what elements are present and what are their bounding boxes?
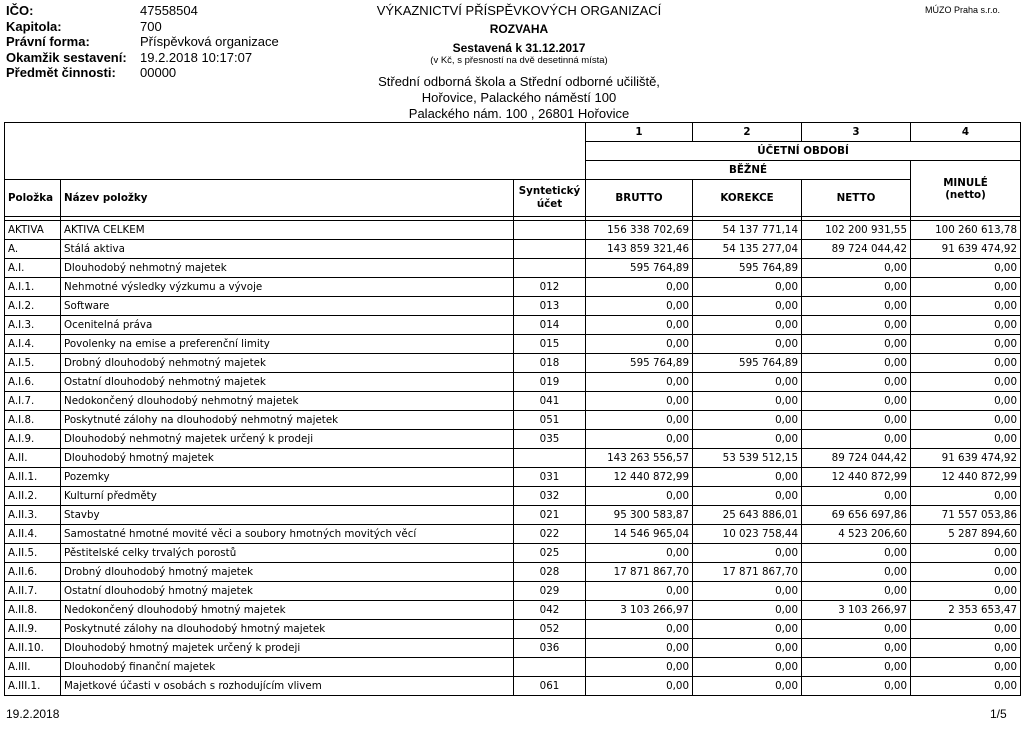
cell-netto: 4 523 206,60 [802, 525, 911, 544]
cell-name: Ostatní dlouhodobý nehmotný majetek [61, 373, 514, 392]
current-label: BĚŽNÉ [586, 161, 911, 180]
table-row [5, 430, 1021, 449]
cell-account [514, 658, 586, 677]
cell-brutto: 0,00 [586, 620, 693, 639]
col-number-row [5, 123, 1021, 142]
cell-name: Dlouhodobý hmotný majetek určený k prodeji [61, 639, 514, 658]
cell-account: 025 [514, 544, 586, 563]
cell-name: Nedokončený dlouhodobý hmotný majetek [61, 601, 514, 620]
table-row [5, 658, 1021, 677]
cell-name: Stálá aktiva [61, 240, 514, 259]
cell-korekce: 53 539 512,15 [693, 449, 802, 468]
table-row [5, 411, 1021, 430]
cell-netto: 12 440 872,99 [802, 468, 911, 487]
cell-name: Majetkové účasti v osobách s rozhodujícím vlivem [61, 677, 514, 696]
cell-item: A.II.10. [5, 639, 61, 658]
cell-account [514, 221, 586, 240]
cell-item: A.I.3. [5, 316, 61, 335]
cell-netto: 0,00 [802, 335, 911, 354]
cell-name: Dlouhodobý hmotný majetek [61, 449, 514, 468]
cell-name: Kulturní předměty [61, 487, 514, 506]
cell-netto: 89 724 044,42 [802, 240, 911, 259]
cell-previous: 91 639 474,92 [911, 240, 1021, 259]
cell-korekce: 0,00 [693, 392, 802, 411]
cell-previous: 0,00 [911, 639, 1021, 658]
col-header-netto: NETTO [802, 180, 911, 217]
cell-name: Stavby [61, 506, 514, 525]
cell-korekce: 0,00 [693, 335, 802, 354]
cell-brutto: 0,00 [586, 487, 693, 506]
cell-netto: 0,00 [802, 297, 911, 316]
cell-brutto: 156 338 702,69 [586, 221, 693, 240]
cell-netto: 0,00 [802, 278, 911, 297]
cell-brutto: 0,00 [586, 411, 693, 430]
cell-item: A.II.3. [5, 506, 61, 525]
table-row [5, 620, 1021, 639]
meta-value: Příspěvková organizace [140, 34, 279, 49]
col-number-1: 1 [586, 123, 693, 142]
table-row [5, 487, 1021, 506]
cell-account: 013 [514, 297, 586, 316]
cell-korekce: 10 023 758,44 [693, 525, 802, 544]
report-subtitle: ROZVAHA [489, 22, 549, 36]
cell-name: Nehmotné výsledky výzkumu a vývoje [61, 278, 514, 297]
cell-korekce: 0,00 [693, 297, 802, 316]
meta-label: Právní forma: [6, 34, 90, 49]
cell-korekce: 0,00 [693, 639, 802, 658]
cell-account: 029 [514, 582, 586, 601]
cell-name: Software [61, 297, 514, 316]
cell-korekce: 0,00 [693, 487, 802, 506]
table-row [5, 544, 1021, 563]
cell-previous: 91 639 474,92 [911, 449, 1021, 468]
cell-item: A.I. [5, 259, 61, 278]
cell-brutto: 14 546 965,04 [586, 525, 693, 544]
cell-item: A.I.9. [5, 430, 61, 449]
cell-item: A. [5, 240, 61, 259]
cell-korekce: 0,00 [693, 620, 802, 639]
previous-header [911, 161, 1021, 217]
cell-brutto: 12 440 872,99 [586, 468, 693, 487]
cell-korekce: 0,00 [693, 544, 802, 563]
balance-table [4, 122, 1021, 696]
table-row [5, 392, 1021, 411]
meta-value: 47558504 [140, 3, 198, 18]
cell-item: A.I.6. [5, 373, 61, 392]
cell-account: 042 [514, 601, 586, 620]
cell-previous: 0,00 [911, 563, 1021, 582]
cell-previous: 0,00 [911, 582, 1021, 601]
cell-brutto: 0,00 [586, 658, 693, 677]
cell-previous: 0,00 [911, 297, 1021, 316]
col-header-korekce: KOREKCE [693, 180, 802, 217]
report-date: Sestavená k 31.12.2017 [452, 41, 586, 55]
cell-korekce: 0,00 [693, 658, 802, 677]
cell-netto: 0,00 [802, 620, 911, 639]
cell-previous: 0,00 [911, 354, 1021, 373]
cell-netto: 102 200 931,55 [802, 221, 911, 240]
period-label: ÚČETNÍ OBDOBÍ [586, 142, 1021, 161]
cell-previous: 71 557 053,86 [911, 506, 1021, 525]
cell-account: 018 [514, 354, 586, 373]
table-row [5, 240, 1021, 259]
cell-brutto: 0,00 [586, 582, 693, 601]
cell-korekce: 0,00 [693, 278, 802, 297]
table-row [5, 297, 1021, 316]
cell-item: AKTIVA [5, 221, 61, 240]
table-row [5, 601, 1021, 620]
cell-korekce: 0,00 [693, 373, 802, 392]
cell-name: Samostatné hmotné movité věci a soubory hmotných movitých věcí [61, 525, 514, 544]
cell-korekce: 595 764,89 [693, 354, 802, 373]
cell-korekce: 595 764,89 [693, 259, 802, 278]
cell-name: Drobný dlouhodobý hmotný majetek [61, 563, 514, 582]
cell-previous: 0,00 [911, 373, 1021, 392]
cell-previous: 0,00 [911, 259, 1021, 278]
cell-netto: 3 103 266,97 [802, 601, 911, 620]
cell-netto: 0,00 [802, 487, 911, 506]
meta-label: Kapitola: [6, 18, 62, 34]
cell-name: Dlouhodobý nehmotný majetek určený k prodeji [61, 430, 514, 449]
col-header-item: Položka [5, 180, 61, 217]
org-name-line2: Hořovice, Palackého náměstí 100 [421, 90, 617, 105]
cell-korekce: 0,00 [693, 411, 802, 430]
cell-previous: 0,00 [911, 392, 1021, 411]
cell-account: 052 [514, 620, 586, 639]
meta-value: 700 [140, 18, 162, 34]
cell-previous: 0,00 [911, 487, 1021, 506]
cell-account: 014 [514, 316, 586, 335]
footer-page: 1/5 [990, 707, 1007, 721]
col-header-account: Syntetický účet [514, 180, 586, 217]
table-row [5, 449, 1021, 468]
header-blank-2 [5, 161, 586, 180]
previous-label: MINULÉ [943, 176, 988, 189]
cell-previous: 5 287 894,60 [911, 525, 1021, 544]
cell-item: A.II.1. [5, 468, 61, 487]
column-header-row [5, 180, 1021, 217]
cell-korekce: 0,00 [693, 468, 802, 487]
cell-account [514, 240, 586, 259]
cell-account [514, 449, 586, 468]
cell-brutto: 3 103 266,97 [586, 601, 693, 620]
cell-netto: 0,00 [802, 259, 911, 278]
table-row [5, 639, 1021, 658]
table-row [5, 335, 1021, 354]
cell-brutto: 0,00 [586, 430, 693, 449]
cell-name: Nedokončený dlouhodobý nehmotný majetek [61, 392, 514, 411]
cell-netto: 0,00 [802, 430, 911, 449]
cell-name: Pěstitelské celky trvalých porostů [61, 544, 514, 563]
cell-korekce: 17 871 867,70 [693, 563, 802, 582]
cell-brutto: 0,00 [586, 392, 693, 411]
cell-korekce: 0,00 [693, 677, 802, 696]
table-row [5, 221, 1021, 240]
meta-value: 19.2.2018 10:17:07 [140, 49, 253, 65]
cell-netto: 69 656 697,86 [802, 506, 911, 525]
cell-name: Poskytnuté zálohy na dlouhodobý hmotný majetek [61, 620, 514, 639]
cell-previous: 0,00 [911, 544, 1021, 563]
cell-netto: 0,00 [802, 411, 911, 430]
table-row [5, 677, 1021, 696]
meta-label: Okamžik sestavení: [6, 49, 127, 65]
cell-previous: 0,00 [911, 411, 1021, 430]
cell-korekce: 54 135 277,04 [693, 240, 802, 259]
cell-name: Povolenky na emise a preferenční limity [61, 335, 514, 354]
cell-account: 061 [514, 677, 586, 696]
cell-korekce: 0,00 [693, 582, 802, 601]
cell-brutto: 0,00 [586, 335, 693, 354]
table-row [5, 563, 1021, 582]
cell-item: A.I.1. [5, 278, 61, 297]
cell-brutto: 95 300 583,87 [586, 506, 693, 525]
cell-korekce: 0,00 [693, 601, 802, 620]
cell-netto: 89 724 044,42 [802, 449, 911, 468]
cell-previous: 0,00 [911, 677, 1021, 696]
cell-name: Ocenitelná práva [61, 316, 514, 335]
cell-korekce: 0,00 [693, 430, 802, 449]
report-note: (v Kč, s přesností na dvě desetinná místa) [430, 55, 608, 66]
cell-account: 041 [514, 392, 586, 411]
cell-account: 032 [514, 487, 586, 506]
table-row [5, 354, 1021, 373]
cell-item: A.III. [5, 658, 61, 677]
cell-item: A.II.9. [5, 620, 61, 639]
cell-netto: 0,00 [802, 373, 911, 392]
cell-account: 035 [514, 430, 586, 449]
cell-korekce: 54 137 771,14 [693, 221, 802, 240]
cell-name: Pozemky [61, 468, 514, 487]
cell-netto: 0,00 [802, 544, 911, 563]
cell-name: Dlouhodobý nehmotný majetek [61, 259, 514, 278]
cell-netto: 0,00 [802, 582, 911, 601]
cell-name: Drobný dlouhodobý nehmotný majetek [61, 354, 514, 373]
cell-account: 022 [514, 525, 586, 544]
cell-brutto: 595 764,89 [586, 354, 693, 373]
cell-previous: 0,00 [911, 278, 1021, 297]
cell-item: A.I.7. [5, 392, 61, 411]
previous-sub: (netto) [945, 188, 986, 201]
cell-previous: 0,00 [911, 620, 1021, 639]
cell-account: 015 [514, 335, 586, 354]
cell-brutto: 17 871 867,70 [586, 563, 693, 582]
col-header-name: Název položky [61, 180, 514, 217]
meta-label: IČO: [6, 3, 34, 18]
cell-account: 028 [514, 563, 586, 582]
cell-korekce: 25 643 886,01 [693, 506, 802, 525]
cell-brutto: 595 764,89 [586, 259, 693, 278]
cell-netto: 0,00 [802, 639, 911, 658]
current-row [5, 161, 1021, 180]
meta-label: Předmět činnosti: [6, 65, 116, 80]
table-row [5, 373, 1021, 392]
cell-brutto: 0,00 [586, 278, 693, 297]
cell-item: A.I.2. [5, 297, 61, 316]
meta-value: 00000 [140, 65, 177, 80]
cell-item: A.II.6. [5, 563, 61, 582]
cell-previous: 0,00 [911, 335, 1021, 354]
cell-account: 051 [514, 411, 586, 430]
cell-item: A.II.7. [5, 582, 61, 601]
col-number-4: 4 [911, 123, 1021, 142]
cell-name: Ostatní dlouhodobý hmotný majetek [61, 582, 514, 601]
cell-account: 019 [514, 373, 586, 392]
cell-netto: 0,00 [802, 392, 911, 411]
header-blank [5, 123, 586, 161]
cell-previous: 0,00 [911, 430, 1021, 449]
cell-brutto: 0,00 [586, 639, 693, 658]
cell-previous: 0,00 [911, 316, 1021, 335]
cell-netto: 0,00 [802, 658, 911, 677]
cell-korekce: 0,00 [693, 316, 802, 335]
col-number-2: 2 [693, 123, 802, 142]
cell-account: 021 [514, 506, 586, 525]
cell-netto: 0,00 [802, 677, 911, 696]
cell-item: A.I.5. [5, 354, 61, 373]
cell-netto: 0,00 [802, 316, 911, 335]
cell-previous: 0,00 [911, 658, 1021, 677]
cell-item: A.II.8. [5, 601, 61, 620]
cell-previous: 12 440 872,99 [911, 468, 1021, 487]
org-address: Palackého nám. 100 , 26801 Hořovice [408, 106, 630, 121]
table-row [5, 316, 1021, 335]
cell-netto: 0,00 [802, 354, 911, 373]
cell-item: A.I.8. [5, 411, 61, 430]
cell-item: A.I.4. [5, 335, 61, 354]
report-title: VÝKAZNICTVÍ PŘÍSPĚVKOVÝCH ORGANIZACÍ [376, 3, 662, 18]
cell-item: A.III.1. [5, 677, 61, 696]
table-row [5, 506, 1021, 525]
cell-brutto: 0,00 [586, 544, 693, 563]
cell-brutto: 0,00 [586, 316, 693, 335]
col-header-brutto: BRUTTO [586, 180, 693, 217]
table-row [5, 259, 1021, 278]
col-number-3: 3 [802, 123, 911, 142]
cell-name: Poskytnuté zálohy na dlouhodobý nehmotný majetek [61, 411, 514, 430]
cell-previous: 100 260 613,78 [911, 221, 1021, 240]
cell-previous: 2 353 653,47 [911, 601, 1021, 620]
table-row [5, 278, 1021, 297]
cell-item: A.II.2. [5, 487, 61, 506]
table-row [5, 468, 1021, 487]
vendor-label: MÚZO Praha s.r.o. [925, 5, 1001, 15]
cell-account [514, 259, 586, 278]
cell-item: A.II. [5, 449, 61, 468]
cell-brutto: 143 263 556,57 [586, 449, 693, 468]
table-body [5, 221, 1021, 696]
cell-name: Dlouhodobý finanční majetek [61, 658, 514, 677]
cell-netto: 0,00 [802, 563, 911, 582]
cell-brutto: 0,00 [586, 297, 693, 316]
table-row [5, 582, 1021, 601]
cell-brutto: 0,00 [586, 677, 693, 696]
cell-item: A.II.5. [5, 544, 61, 563]
org-name-line1: Střední odborná škola a Střední odborné učiliště, [378, 74, 660, 89]
table-row [5, 525, 1021, 544]
cell-brutto: 0,00 [586, 373, 693, 392]
cell-item: A.II.4. [5, 525, 61, 544]
footer-date: 19.2.2018 [6, 707, 60, 721]
cell-account: 036 [514, 639, 586, 658]
cell-account: 012 [514, 278, 586, 297]
cell-account: 031 [514, 468, 586, 487]
cell-name: AKTIVA CELKEM [61, 221, 514, 240]
cell-brutto: 143 859 321,46 [586, 240, 693, 259]
